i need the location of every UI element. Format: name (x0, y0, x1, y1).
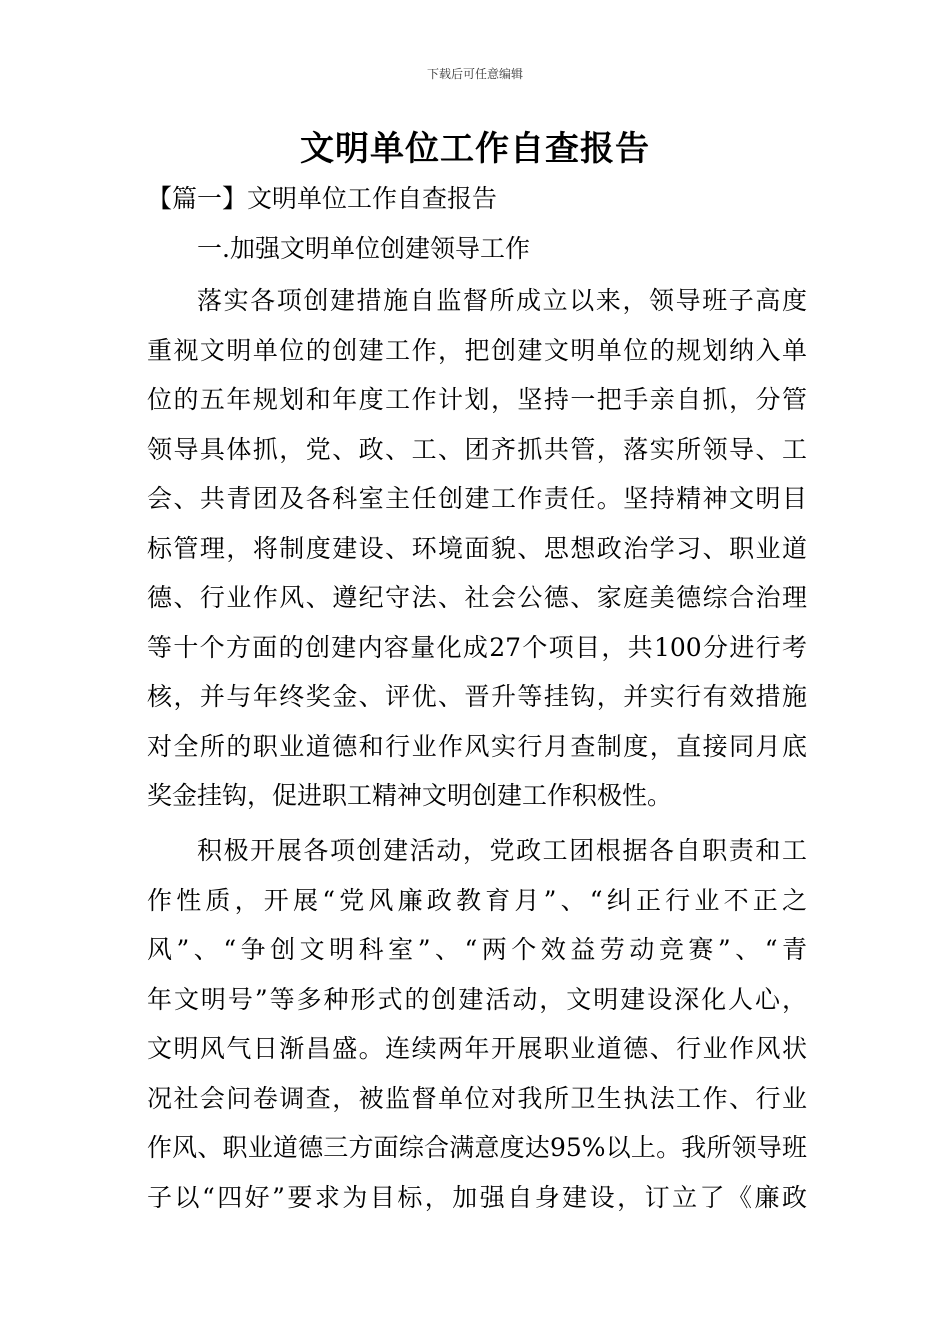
paragraph-2 (147, 826, 807, 1222)
paragraph-line: 作风、职业道德三方面综合满意度达95%以上。我所领导班 (147, 1133, 807, 1162)
paragraph-line: 领导具体抓，党、政、工、团齐抓共管，落实所领导、工 (147, 434, 807, 464)
paragraph-line: 会、共青团及各科室主任创建工作责任。坚持精神文明目 (147, 484, 807, 513)
paragraph-line: 德、行业作风、遵纪守法、社会公德、家庭美德综合治理 (147, 583, 807, 612)
paragraph-line: 作性质，开展“党风廉政教育月”、“纠正行业不正之 (147, 885, 807, 915)
paragraph-line: 子以“四好”要求为目标，加强自身建设，订立了《廉政 (147, 1182, 807, 1212)
paragraph-line: 落实各项创建措施自监督所成立以来，领导班子高度 (197, 286, 807, 315)
paragraph-line: 标管理，将制度建设、环境面貌、思想政治学习、职业道 (147, 533, 807, 563)
paragraph-line: 积极开展各项创建活动，党政工团根据各自职责和工 (197, 836, 807, 865)
section-title: 【篇一】文明单位工作自查报告 (147, 184, 498, 213)
paragraph-line: 核，并与年终奖金、评优、晋升等挂钩，并实行有效措施 (147, 682, 807, 711)
paragraph-line: 重视文明单位的创建工作，把创建文明单位的规划纳入单 (147, 335, 807, 365)
document-title: 文明单位工作自查报告 (300, 129, 650, 169)
paragraph-line: 位的五年规划和年度工作计划，坚持一把手亲自抓，分管 (147, 385, 807, 414)
paragraph-line: 风”、“争创文明科室”、“两个效益劳动竞赛”、“青 (147, 935, 807, 964)
paragraph-line: 年文明号”等多种形式的创建活动，文明建设深化人心， (147, 984, 807, 1014)
paragraph-line: 文明风气日渐昌盛。连续两年开展职业道德、行业作风状 (147, 1034, 807, 1063)
header-note: 下载后可任意编辑 (426, 67, 523, 81)
subsection-title: 一.加强文明单位创建领导工作 (197, 234, 530, 263)
paragraph-1 (147, 276, 807, 821)
paragraph-line: 等十个方面的创建内容量化成27个项目，共100分进行考 (147, 632, 807, 662)
paragraph-line: 对全所的职业道德和行业作风实行月查制度，直接同月底 (147, 731, 807, 761)
paragraph-line: 奖金挂钩，促进职工精神文明创建工作积极性。 (147, 781, 673, 810)
paragraph-line: 况社会问卷调查，被监督单位对我所卫生执法工作、行业 (147, 1083, 807, 1113)
